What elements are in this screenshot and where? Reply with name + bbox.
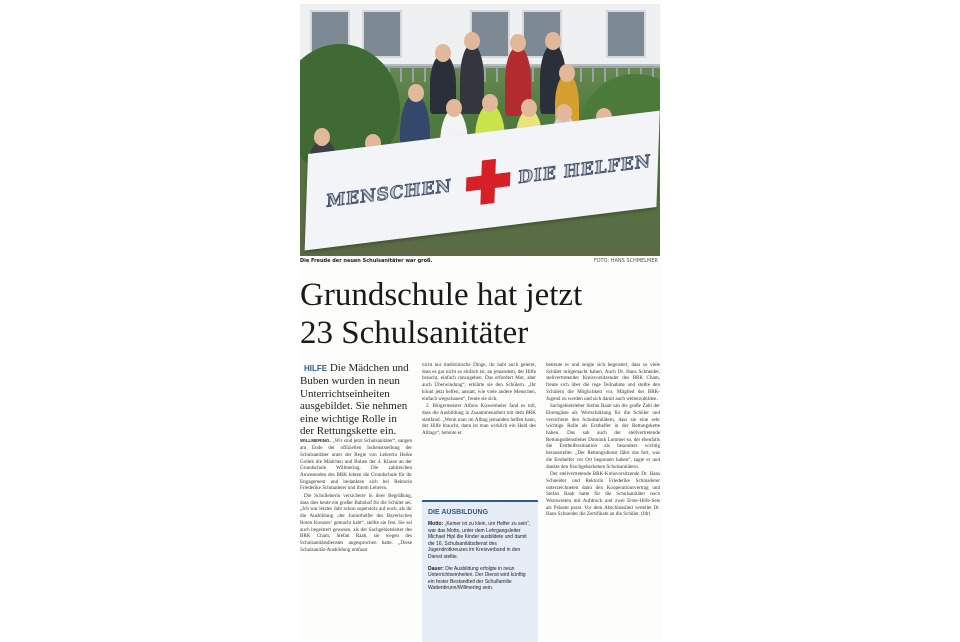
headline-line-2: 23 Schulsanitäter	[300, 315, 529, 351]
article-paragraph: WILLMERING. „Wir sind jetzt Schulsanitäter“, sangen am Ende der offiziellen Indienststellung der Schulsanitäter unter der Regie von Lehrerin Heike Gollek die Mädchen und Buben der 4. Klasse an der Grundschule Willmering. Die zahlreichen Anwesenden des BRK lobten die Grundschule für ihr Engagement und bedankten sich bei Rektorin Friederike Schmaderer und ihrem Lehrern.	[300, 438, 412, 492]
newspaper-clipping	[300, 0, 662, 640]
group-photo	[300, 4, 660, 256]
article-column-3	[546, 362, 660, 519]
info-box	[422, 500, 538, 642]
info-box-dauer: Dauer: Die Ausbildung erfolgte in neun Unterrichtseinheiten. Der Dienst wird künftig ein fester Bestandteil der Schulfamilie Wattenbrunn/Willmering sein.	[428, 565, 526, 592]
article-column-2	[422, 362, 536, 438]
photo-credit: FOTO: HANS SCHMELMER	[593, 258, 658, 264]
info-box-title: DIE AUSBILDUNG	[428, 509, 489, 516]
article-paragraph: Die Schulleiterin versicherte in ihrer Begrüßung, dass dies heute ein großer Bahnhof für die Schüler sei. „Ich war letztes Jahr schon superstolz auf euch, als ihr die Ausbildung ‚der Juniorhelfer des Bayerischen Roten Kreuzes‘ gemacht habt“, stellte sie fest. Sie sei auch begeistert gewesen, als der Sachgebietsleiter des BRK Cham, Stefan Raab, sie wegen des Schulsanitätsdienstes angesprochen hatte. „Diese Schulsanität-Ausbildung umfasst	[300, 493, 412, 553]
photo-caption: Die Freude der neuen Schulsanitäter war groß.	[300, 258, 433, 264]
article-paragraph: Sachgebietsleiter Stefan Raab sah die große Zahl der Ehrengäste als Wertschätzung für die Schüler und versicherte den Schulsanitätern, dass sie eine sehr wichtige Rolle als Ersthelfer in der Rettungskette haben. Das sah auch der stellvertretende Rettungsdienstleiter Dominik Lommer so, der ebenfalls die Ersthelfersituation als besonders wichtig herausstellte. „Der Rettungsdienst fährt das fort, was die Ersthelfer vor Ort begonnen haben“, sagte er und dankte den frischgebackenen Schulsanitätern.	[546, 403, 660, 470]
article-paragraph: betreute er und zeigte sich begeistert, dass so viele Schüler mitgemacht haben. Auch Dr. Hans Schneider, stellvertretender Kreisvorsitzender des BRK Cham, freute sich über die rege Teilnahme und stellte den Schülern die Möglichkeit vor, Mitglied der BRK-Jugend zu werden und sich damit auch weiterzubilden.	[546, 362, 660, 402]
info-box-motto: Motto: „Keiner ist zu klein, um Helfer zu sein“, war das Motto, unter dem Lehrgangsleiter Michael Hipl die Kinder ausbildete und damit die 16. Schulsanitätsdienst des Jugendrotkreuzes im Kreisverband in den Dienst stellte.	[428, 521, 531, 560]
article-lead	[300, 362, 412, 437]
dateline: WILLMERING.	[300, 438, 331, 444]
headline-line-1: Grundschule hat jetzt	[300, 277, 583, 313]
banner-text-left: MENSCHEN	[325, 176, 453, 212]
article-paragraph: 2. Bürgermeister Alfons Kiswetmeier fand es toll, dass die Ausbildung in Zusammenarbeit mit dem BRK stattfand. „Wenn man im Alltag jemanden helfen kann, der Hilfe braucht, dann ist man wirklich ein Held des Alltags“, betonte er.	[422, 403, 536, 437]
article-paragraph: nicht nur medizinische Dinge, ihr habt auch gelernt, dass es gar nicht so einfach ist, an jemandem, der Hilfe braucht, einfach ranzugehen. Das erfordert Mut, aber auch Überwindung“, erklärte sie den Schülern. „Ihr könnt jetzt helfen, anstatt, wie viele andere Menschen, einfach wegschauen“, freute sie sich.	[422, 362, 536, 402]
lead-text: Die Mädchen und Buben wurden in neun Unterrichtseinheiten ausgebildet. Sie nehmen eine wichtige Rolle in der Rettungskette ein.	[300, 362, 409, 438]
article-column-1	[300, 362, 412, 554]
red-cross-icon	[465, 157, 511, 207]
banner-text-right: DIE HELFEN	[517, 151, 652, 189]
lead-tag: HILFE	[304, 364, 328, 373]
article-paragraph: Der stellvertretende BRK-Kreisvorsitzende Dr. Hans Schneider und Rektorin Friederike Schmaderer unterzeichneten dann den Kooperationsvertrag und Stefan Raab hatte für die Schulsanitäter noch Warnwesten mit Aufdruck und zwei Erste-Hilfe-Sets als Präsent parat. Vor dem Abschlusslied verteilte Dr. Hans Schneider die Zertifikate an die Schüler. (fdr)	[546, 471, 660, 518]
article-headline	[300, 276, 660, 352]
